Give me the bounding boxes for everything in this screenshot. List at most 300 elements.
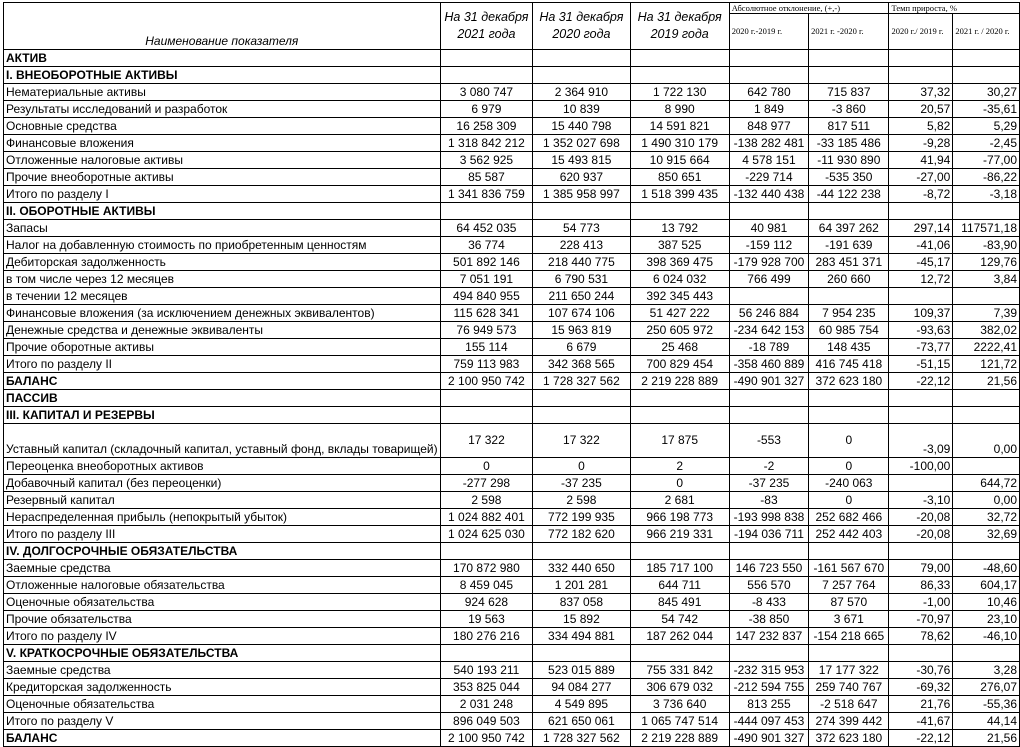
cell-2019: 2 219 228 889 <box>630 730 729 747</box>
cell-2021: 2 031 248 <box>440 696 533 713</box>
table-row <box>4 492 1020 509</box>
row-label: II. ОБОРОТНЫЕ АКТИВЫ <box>4 203 441 220</box>
cell-growth-2020-2019: 37,32 <box>889 84 953 101</box>
cell-abs-2021-2020: 372 623 180 <box>809 730 889 747</box>
cell-2020: 621 650 061 <box>533 713 630 730</box>
cell-abs-2020-2019: -232 315 953 <box>729 662 808 679</box>
cell-2021 <box>440 390 533 407</box>
cell-abs-2020-2019: 56 246 884 <box>729 305 808 322</box>
cell-abs-2021-2020: 64 397 262 <box>809 220 889 237</box>
cell-2020: 342 368 565 <box>533 356 630 373</box>
cell-growth-2020-2019: 297,14 <box>889 220 953 237</box>
cell-abs-2020-2019: 556 570 <box>729 577 808 594</box>
cell-2019: 1 065 747 514 <box>630 713 729 730</box>
row-label: V. КРАТКОСРОЧНЫЕ ОБЯЗАТЕЛЬСТВА <box>4 645 441 662</box>
cell-abs-2021-2020: -535 350 <box>809 169 889 186</box>
cell-2020: 332 440 650 <box>533 560 630 577</box>
cell-2019: 13 792 <box>630 220 729 237</box>
cell-2020 <box>533 407 630 424</box>
row-label: Отложенные налоговые обязательства <box>4 577 441 594</box>
cell-growth-2021-2020 <box>953 203 1020 220</box>
cell-growth-2021-2020: 3,84 <box>953 271 1020 288</box>
cell-growth-2020-2019: 5,82 <box>889 118 953 135</box>
cell-growth-2021-2020 <box>953 458 1020 475</box>
cell-growth-2020-2019: 20,57 <box>889 101 953 118</box>
cell-abs-2021-2020: 0 <box>809 458 889 475</box>
cell-abs-2021-2020: -240 063 <box>809 475 889 492</box>
cell-2019: 54 742 <box>630 611 729 628</box>
cell-2021: 1 024 625 030 <box>440 526 533 543</box>
cell-2020: 837 058 <box>533 594 630 611</box>
cell-2021: -277 298 <box>440 475 533 492</box>
cell-abs-2020-2019: 40 981 <box>729 220 808 237</box>
cell-growth-2020-2019: -73,77 <box>889 339 953 356</box>
cell-abs-2020-2019: 813 255 <box>729 696 808 713</box>
row-label: Добавочный капитал (без переоценки) <box>4 475 441 492</box>
cell-growth-2020-2019: -41,06 <box>889 237 953 254</box>
table-row <box>4 169 1020 186</box>
cell-2021: 896 049 503 <box>440 713 533 730</box>
cell-abs-2021-2020: 148 435 <box>809 339 889 356</box>
row-label: Итого по разделу III <box>4 526 441 543</box>
cell-abs-2021-2020: -2 518 647 <box>809 696 889 713</box>
row-label: БАЛАНС <box>4 730 441 747</box>
table-row <box>4 305 1020 322</box>
section-header-row <box>4 543 1020 560</box>
cell-2020: 772 182 620 <box>533 526 630 543</box>
cell-growth-2021-2020: 30,27 <box>953 84 1020 101</box>
cell-growth-2021-2020: -46,10 <box>953 628 1020 645</box>
balance-total-row <box>4 730 1020 747</box>
cell-2019: 306 679 032 <box>630 679 729 696</box>
section-header-row <box>4 203 1020 220</box>
cell-2019: 398 369 475 <box>630 254 729 271</box>
table-row <box>4 237 1020 254</box>
cell-growth-2021-2020: 3,28 <box>953 662 1020 679</box>
cell-growth-2021-2020: -77,00 <box>953 152 1020 169</box>
table-row <box>4 628 1020 645</box>
cell-2019: 644 711 <box>630 577 729 594</box>
cell-2019: 187 262 044 <box>630 628 729 645</box>
cell-growth-2021-2020 <box>953 288 1020 305</box>
cell-2021 <box>440 543 533 560</box>
cell-growth-2020-2019: 78,62 <box>889 628 953 645</box>
cell-2020: 334 494 881 <box>533 628 630 645</box>
cell-2019: 185 717 100 <box>630 560 729 577</box>
cell-growth-2021-2020: 644,72 <box>953 475 1020 492</box>
row-label: III. КАПИТАЛ И РЕЗЕРВЫ <box>4 407 441 424</box>
cell-abs-2021-2020 <box>809 543 889 560</box>
cell-abs-2020-2019: -490 901 327 <box>729 373 808 390</box>
cell-growth-2020-2019 <box>889 390 953 407</box>
cell-growth-2021-2020: 604,17 <box>953 577 1020 594</box>
cell-growth-2020-2019 <box>889 67 953 84</box>
cell-abs-2020-2019: -193 998 838 <box>729 509 808 526</box>
cell-2021: 1 024 882 401 <box>440 509 533 526</box>
cell-abs-2020-2019: -18 789 <box>729 339 808 356</box>
row-label: Нераспределенная прибыль (непокрытый убыток) <box>4 509 441 526</box>
section-header-row <box>4 50 1020 67</box>
cell-2021: 64 452 035 <box>440 220 533 237</box>
cell-abs-2020-2019 <box>729 50 808 67</box>
cell-growth-2021-2020: 10,46 <box>953 594 1020 611</box>
cell-abs-2021-2020: 7 954 235 <box>809 305 889 322</box>
cell-2021: 76 949 573 <box>440 322 533 339</box>
cell-2021: 3 562 925 <box>440 152 533 169</box>
cell-growth-2020-2019 <box>889 475 953 492</box>
row-label: Кредиторская задолженность <box>4 679 441 696</box>
cell-2019: 3 736 640 <box>630 696 729 713</box>
cell-growth-2020-2019: -22,12 <box>889 730 953 747</box>
cell-growth-2020-2019: 21,76 <box>889 696 953 713</box>
cell-2019: 2 <box>630 458 729 475</box>
cell-growth-2021-2020: -86,22 <box>953 169 1020 186</box>
cell-2021: 16 258 309 <box>440 118 533 135</box>
header-gr-2020-2019: 2020 г./ 2019 г. <box>889 14 953 50</box>
table-row <box>4 135 1020 152</box>
cell-abs-2020-2019 <box>729 407 808 424</box>
cell-2019 <box>630 390 729 407</box>
table-row <box>4 526 1020 543</box>
table-row <box>4 560 1020 577</box>
cell-2020: 218 440 775 <box>533 254 630 271</box>
cell-abs-2020-2019 <box>729 67 808 84</box>
table-row <box>4 611 1020 628</box>
row-label: Отложенные налоговые активы <box>4 152 441 169</box>
table-row <box>4 662 1020 679</box>
cell-2021: 494 840 955 <box>440 288 533 305</box>
cell-2020: 54 773 <box>533 220 630 237</box>
cell-2021: 2 598 <box>440 492 533 509</box>
cell-abs-2020-2019: -229 714 <box>729 169 808 186</box>
table-row <box>4 186 1020 203</box>
cell-2021: 1 318 842 212 <box>440 135 533 152</box>
cell-abs-2021-2020: 17 177 322 <box>809 662 889 679</box>
table-row <box>4 271 1020 288</box>
cell-2020: 523 015 889 <box>533 662 630 679</box>
cell-growth-2021-2020 <box>953 407 1020 424</box>
cell-growth-2021-2020: 0,00 <box>953 492 1020 509</box>
cell-abs-2020-2019: -2 <box>729 458 808 475</box>
cell-2019: 1 518 399 435 <box>630 186 729 203</box>
cell-2021: 17 322 <box>440 424 533 458</box>
cell-2020: 17 322 <box>533 424 630 458</box>
cell-2019 <box>630 67 729 84</box>
cell-abs-2020-2019 <box>729 390 808 407</box>
cell-2021: 19 563 <box>440 611 533 628</box>
cell-2021: 3 080 747 <box>440 84 533 101</box>
table-row <box>4 152 1020 169</box>
cell-growth-2020-2019: -93,63 <box>889 322 953 339</box>
section-header-row <box>4 645 1020 662</box>
row-label: Резервный капитал <box>4 492 441 509</box>
cell-growth-2021-2020 <box>953 67 1020 84</box>
cell-growth-2020-2019: -8,72 <box>889 186 953 203</box>
cell-abs-2021-2020: 0 <box>809 424 889 458</box>
cell-2019 <box>630 203 729 220</box>
row-label: Прочие обязательства <box>4 611 441 628</box>
cell-2020: 15 440 798 <box>533 118 630 135</box>
cell-growth-2020-2019 <box>889 645 953 662</box>
cell-growth-2020-2019: 86,33 <box>889 577 953 594</box>
cell-growth-2021-2020: -3,18 <box>953 186 1020 203</box>
cell-abs-2021-2020: 372 623 180 <box>809 373 889 390</box>
row-label: Финансовые вложения <box>4 135 441 152</box>
section-header-row <box>4 390 1020 407</box>
balance-analysis-table <box>3 2 1020 747</box>
cell-2020: 2 598 <box>533 492 630 509</box>
row-label: Результаты исследований и разработок <box>4 101 441 118</box>
cell-growth-2020-2019: -20,08 <box>889 509 953 526</box>
cell-2019 <box>630 407 729 424</box>
table-row <box>4 101 1020 118</box>
cell-abs-2021-2020: 87 570 <box>809 594 889 611</box>
cell-2021: 36 774 <box>440 237 533 254</box>
row-label: Прочие внеоборотные активы <box>4 169 441 186</box>
table-row <box>4 118 1020 135</box>
cell-2020: 94 084 277 <box>533 679 630 696</box>
cell-abs-2020-2019: -8 433 <box>729 594 808 611</box>
cell-growth-2020-2019: 41,94 <box>889 152 953 169</box>
cell-abs-2021-2020: -33 185 486 <box>809 135 889 152</box>
cell-2021: 1 341 836 759 <box>440 186 533 203</box>
cell-2021: 2 100 950 742 <box>440 730 533 747</box>
cell-abs-2021-2020 <box>809 645 889 662</box>
cell-growth-2020-2019: -27,00 <box>889 169 953 186</box>
table-row <box>4 322 1020 339</box>
cell-growth-2021-2020: 32,69 <box>953 526 1020 543</box>
cell-abs-2020-2019: -132 440 438 <box>729 186 808 203</box>
header-name: Наименование показателя <box>4 3 441 50</box>
table-row <box>4 339 1020 356</box>
cell-growth-2021-2020: -2,45 <box>953 135 1020 152</box>
header-gr-2021-2020: 2021 г. / 2020 г. <box>953 14 1020 50</box>
cell-2021: 501 892 146 <box>440 254 533 271</box>
cell-growth-2021-2020: -83,90 <box>953 237 1020 254</box>
cell-abs-2021-2020: 817 511 <box>809 118 889 135</box>
cell-2020: 620 937 <box>533 169 630 186</box>
cell-2020 <box>533 67 630 84</box>
cell-abs-2021-2020: 0 <box>809 492 889 509</box>
cell-2020: 15 892 <box>533 611 630 628</box>
header-abs-deviation: Абсолютное отклонение, (+,-) <box>729 3 889 14</box>
cell-2019: 845 491 <box>630 594 729 611</box>
cell-abs-2021-2020: -161 567 670 <box>809 560 889 577</box>
row-label: Нематериальные активы <box>4 84 441 101</box>
cell-growth-2020-2019: -20,08 <box>889 526 953 543</box>
cell-2020: 0 <box>533 458 630 475</box>
cell-abs-2021-2020: 283 451 371 <box>809 254 889 271</box>
cell-abs-2021-2020: 274 399 442 <box>809 713 889 730</box>
cell-2019: 17 875 <box>630 424 729 458</box>
header-growth-rate: Темп прироста, % <box>889 3 1020 14</box>
cell-2020: 15 493 815 <box>533 152 630 169</box>
row-label: в том числе через 12 месяцев <box>4 271 441 288</box>
cell-abs-2021-2020 <box>809 203 889 220</box>
cell-abs-2020-2019: -38 850 <box>729 611 808 628</box>
cell-abs-2021-2020: -154 218 665 <box>809 628 889 645</box>
cell-growth-2021-2020 <box>953 390 1020 407</box>
cell-2019: 2 219 228 889 <box>630 373 729 390</box>
cell-2020 <box>533 203 630 220</box>
cell-2020: 10 839 <box>533 101 630 118</box>
cell-abs-2020-2019: -490 901 327 <box>729 730 808 747</box>
cell-2019: 387 525 <box>630 237 729 254</box>
cell-2019: 1 722 130 <box>630 84 729 101</box>
cell-2020: 228 413 <box>533 237 630 254</box>
cell-growth-2021-2020 <box>953 543 1020 560</box>
row-label: Налог на добавленную стоимость по приобретенным ценностям <box>4 237 441 254</box>
cell-growth-2020-2019: -9,28 <box>889 135 953 152</box>
cell-growth-2021-2020: 32,72 <box>953 509 1020 526</box>
cell-2021: 85 587 <box>440 169 533 186</box>
cell-abs-2020-2019: -37 235 <box>729 475 808 492</box>
cell-growth-2020-2019: -22,12 <box>889 373 953 390</box>
cell-abs-2020-2019: -179 928 700 <box>729 254 808 271</box>
row-label: Дебиторская задолженность <box>4 254 441 271</box>
row-label: Уставный капитал (складочный капитал, уставный фонд, вклады товарищей) <box>4 424 441 458</box>
cell-2019: 2 681 <box>630 492 729 509</box>
section-header-row <box>4 407 1020 424</box>
cell-2021: 155 114 <box>440 339 533 356</box>
table-row <box>4 475 1020 492</box>
cell-growth-2021-2020: 121,72 <box>953 356 1020 373</box>
cell-abs-2021-2020: -44 122 238 <box>809 186 889 203</box>
balance-total-row <box>4 373 1020 390</box>
row-label: Итого по разделу I <box>4 186 441 203</box>
cell-2020: 6 790 531 <box>533 271 630 288</box>
cell-2021: 0 <box>440 458 533 475</box>
cell-2019 <box>630 50 729 67</box>
row-label: Итого по разделу IV <box>4 628 441 645</box>
cell-abs-2020-2019: -444 097 453 <box>729 713 808 730</box>
cell-abs-2020-2019: -83 <box>729 492 808 509</box>
cell-2020 <box>533 645 630 662</box>
row-label: ПАССИВ <box>4 390 441 407</box>
cell-growth-2020-2019: -69,32 <box>889 679 953 696</box>
table-row <box>4 424 1020 458</box>
table-row <box>4 509 1020 526</box>
cell-abs-2021-2020 <box>809 407 889 424</box>
cell-growth-2021-2020: 0,00 <box>953 424 1020 458</box>
cell-growth-2020-2019: -100,00 <box>889 458 953 475</box>
cell-2020: 772 199 935 <box>533 509 630 526</box>
cell-2021 <box>440 50 533 67</box>
cell-2020: 211 650 244 <box>533 288 630 305</box>
table-row <box>4 594 1020 611</box>
header-2019: На 31 декабря 2019 года <box>630 3 729 50</box>
row-label: АКТИВ <box>4 50 441 67</box>
cell-growth-2020-2019 <box>889 203 953 220</box>
cell-2021: 924 628 <box>440 594 533 611</box>
cell-2021 <box>440 407 533 424</box>
cell-abs-2021-2020: 260 660 <box>809 271 889 288</box>
cell-growth-2020-2019: -41,67 <box>889 713 953 730</box>
cell-abs-2021-2020 <box>809 50 889 67</box>
cell-2020: 15 963 819 <box>533 322 630 339</box>
cell-2020: 1 352 027 698 <box>533 135 630 152</box>
header-row-1 <box>4 3 1020 14</box>
cell-abs-2021-2020: 3 671 <box>809 611 889 628</box>
cell-2020: -37 235 <box>533 475 630 492</box>
section-header-row <box>4 67 1020 84</box>
cell-2020: 6 679 <box>533 339 630 356</box>
cell-abs-2020-2019: -358 460 889 <box>729 356 808 373</box>
cell-2021 <box>440 67 533 84</box>
cell-growth-2020-2019 <box>889 543 953 560</box>
row-label: Денежные средства и денежные эквиваленты <box>4 322 441 339</box>
cell-2020 <box>533 50 630 67</box>
cell-2019: 700 829 454 <box>630 356 729 373</box>
cell-growth-2020-2019: -51,15 <box>889 356 953 373</box>
cell-abs-2020-2019 <box>729 543 808 560</box>
cell-2019: 25 468 <box>630 339 729 356</box>
cell-growth-2020-2019: -70,97 <box>889 611 953 628</box>
cell-2019: 250 605 972 <box>630 322 729 339</box>
row-label: Заемные средства <box>4 662 441 679</box>
cell-abs-2020-2019: 4 578 151 <box>729 152 808 169</box>
cell-growth-2020-2019: -3,10 <box>889 492 953 509</box>
cell-abs-2021-2020: 60 985 754 <box>809 322 889 339</box>
cell-abs-2020-2019: -553 <box>729 424 808 458</box>
cell-abs-2020-2019 <box>729 645 808 662</box>
cell-2019 <box>630 543 729 560</box>
cell-2020: 2 364 910 <box>533 84 630 101</box>
cell-growth-2020-2019: 79,00 <box>889 560 953 577</box>
cell-2019: 392 345 443 <box>630 288 729 305</box>
row-label: Оценочные обязательства <box>4 594 441 611</box>
cell-abs-2021-2020: 715 837 <box>809 84 889 101</box>
cell-growth-2021-2020: 21,56 <box>953 373 1020 390</box>
cell-abs-2020-2019 <box>729 288 808 305</box>
cell-abs-2021-2020: 416 745 418 <box>809 356 889 373</box>
cell-2021: 759 113 983 <box>440 356 533 373</box>
cell-growth-2021-2020: 5,29 <box>953 118 1020 135</box>
cell-abs-2021-2020: -191 639 <box>809 237 889 254</box>
cell-2020: 4 549 895 <box>533 696 630 713</box>
cell-2020: 1 201 281 <box>533 577 630 594</box>
cell-2021: 540 193 211 <box>440 662 533 679</box>
cell-abs-2020-2019: 146 723 550 <box>729 560 808 577</box>
header-abs-2021-2020: 2021 г. -2020 г. <box>809 14 889 50</box>
cell-growth-2021-2020: 117571,18 <box>953 220 1020 237</box>
cell-abs-2021-2020: -3 860 <box>809 101 889 118</box>
cell-growth-2020-2019: -3,09 <box>889 424 953 458</box>
cell-2019: 6 024 032 <box>630 271 729 288</box>
cell-abs-2020-2019: -138 282 481 <box>729 135 808 152</box>
cell-2021 <box>440 645 533 662</box>
cell-2021: 8 459 045 <box>440 577 533 594</box>
cell-growth-2021-2020: 21,56 <box>953 730 1020 747</box>
cell-2021: 170 872 980 <box>440 560 533 577</box>
header-2021: На 31 декабря 2021 года <box>440 3 533 50</box>
cell-growth-2021-2020 <box>953 645 1020 662</box>
cell-2019: 966 198 773 <box>630 509 729 526</box>
cell-2021: 353 825 044 <box>440 679 533 696</box>
row-label: IV. ДОЛГОСРОЧНЫЕ ОБЯЗАТЕЛЬСТВА <box>4 543 441 560</box>
cell-2020: 1 728 327 562 <box>533 373 630 390</box>
cell-abs-2020-2019: 147 232 837 <box>729 628 808 645</box>
cell-abs-2021-2020: 259 740 767 <box>809 679 889 696</box>
header-abs-2020-2019: 2020 г.-2019 г. <box>729 14 808 50</box>
cell-growth-2021-2020: 276,07 <box>953 679 1020 696</box>
cell-growth-2020-2019: -1,00 <box>889 594 953 611</box>
cell-growth-2020-2019: 109,37 <box>889 305 953 322</box>
table-row <box>4 288 1020 305</box>
row-label: в течении 12 месяцев <box>4 288 441 305</box>
cell-2021 <box>440 203 533 220</box>
cell-growth-2020-2019: 12,72 <box>889 271 953 288</box>
